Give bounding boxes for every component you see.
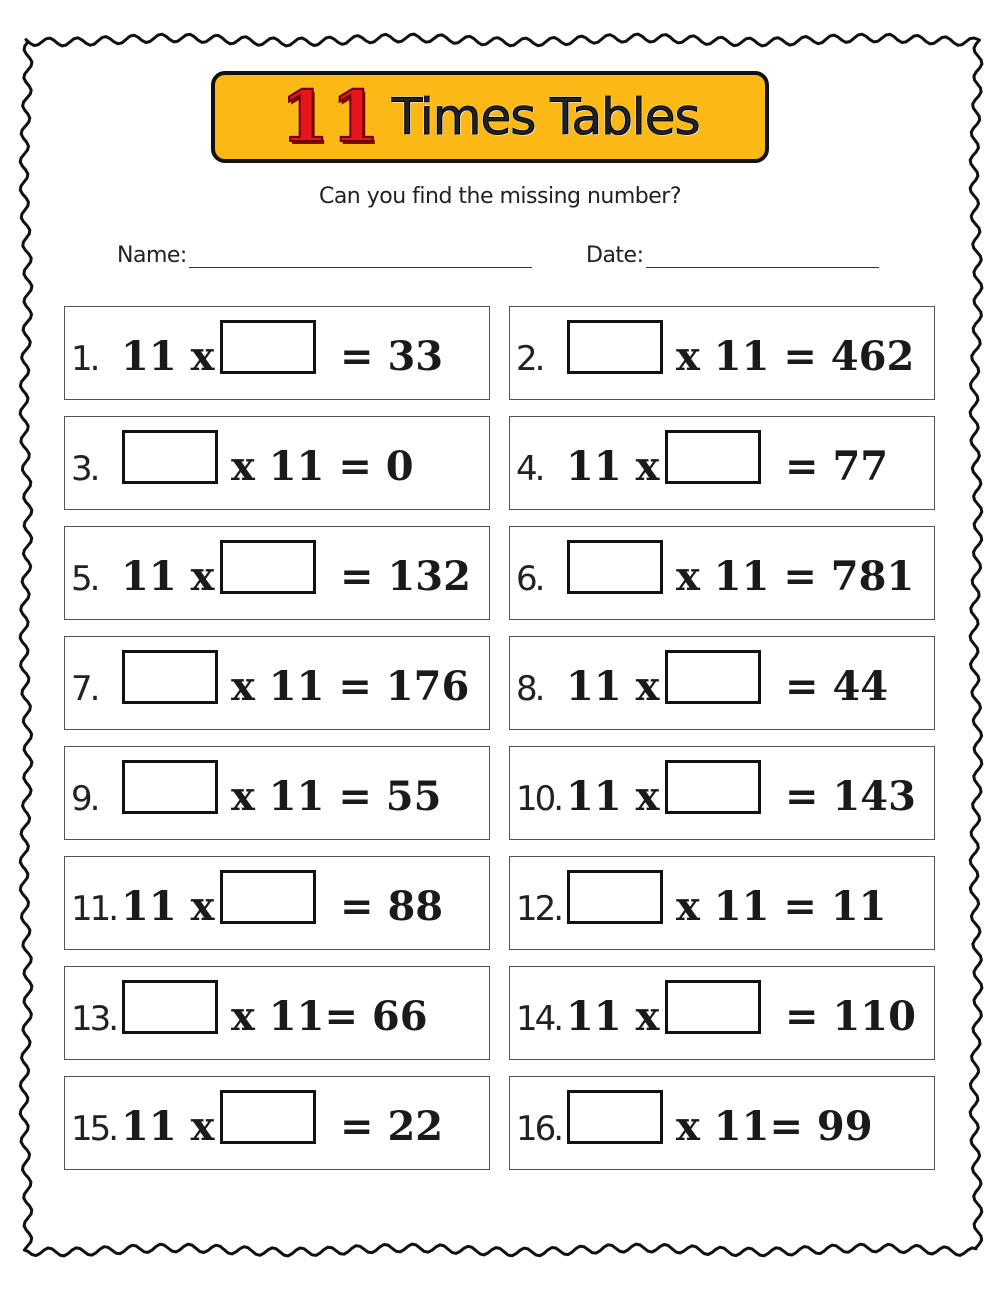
problem-number: 8.: [516, 669, 543, 709]
answer-box[interactable]: [665, 650, 761, 704]
equation-right: = 88: [340, 883, 444, 930]
problem-number: 15.: [71, 1109, 117, 1149]
equation-right: = 110: [785, 993, 916, 1040]
problem-card: [509, 746, 935, 840]
problem-card: [64, 856, 490, 950]
problem-number: 4.: [516, 449, 543, 489]
problem-card: [64, 306, 490, 400]
problem-number: 3.: [71, 449, 98, 489]
answer-box[interactable]: [665, 760, 761, 814]
problem-number: 10.: [516, 779, 562, 819]
problem-card: [509, 636, 935, 730]
answer-box[interactable]: [567, 320, 663, 374]
problem-card: [509, 306, 935, 400]
instructions: Can you find the missing number?: [318, 184, 682, 209]
equation-right: x 11 = 176: [231, 663, 470, 710]
problem-card: [64, 746, 490, 840]
equation-right: = 77: [785, 443, 889, 490]
problem-card: [64, 966, 490, 1060]
problem-number: 12.: [516, 889, 562, 929]
title-text: Times Tables: [391, 88, 700, 146]
problem-number: 5.: [71, 559, 98, 599]
answer-box[interactable]: [567, 1090, 663, 1144]
equation-right: = 143: [785, 773, 916, 820]
equation-right: x 11 = 11: [676, 883, 887, 930]
name-field[interactable]: [117, 243, 532, 268]
answer-box[interactable]: [567, 870, 663, 924]
equation-left: 11 x: [121, 1103, 215, 1150]
answer-box[interactable]: [122, 760, 218, 814]
equation-right: x 11 = 55: [231, 773, 442, 820]
answer-box[interactable]: [220, 540, 316, 594]
equation-left: 11 x: [566, 773, 660, 820]
answer-box[interactable]: [122, 650, 218, 704]
equation-right: x 11= 99: [676, 1103, 873, 1150]
equation-right: = 22: [340, 1103, 444, 1150]
name-label: Name:: [117, 243, 187, 268]
equation-right: = 44: [785, 663, 889, 710]
problem-number: 16.: [516, 1109, 562, 1149]
answer-box[interactable]: [665, 430, 761, 484]
problem-number: 7.: [71, 669, 98, 709]
problem-card: [64, 636, 490, 730]
problem-number: 2.: [516, 339, 543, 379]
problem-card: [64, 1076, 490, 1170]
equation-left: 11 x: [121, 553, 215, 600]
problem-number: 9.: [71, 779, 98, 819]
equation-right: x 11 = 781: [676, 553, 915, 600]
answer-box[interactable]: [665, 980, 761, 1034]
equation-left: 11 x: [566, 443, 660, 490]
date-line[interactable]: [646, 247, 879, 268]
problem-card: [64, 416, 490, 510]
equation-right: x 11= 66: [231, 993, 428, 1040]
equation-right: = 132: [340, 553, 471, 600]
equation-left: 11 x: [566, 663, 660, 710]
problem-card: [509, 966, 935, 1060]
equation-right: = 33: [340, 333, 444, 380]
problem-number: 13.: [71, 999, 117, 1039]
answer-box[interactable]: [122, 430, 218, 484]
problem-number: 6.: [516, 559, 543, 599]
date-label: Date:: [586, 243, 644, 268]
problem-card: [509, 416, 935, 510]
problem-card: [509, 526, 935, 620]
answer-box[interactable]: [220, 1090, 316, 1144]
equation-left: 11 x: [121, 333, 215, 380]
problem-card: [509, 856, 935, 950]
name-line[interactable]: [189, 247, 532, 268]
answer-box[interactable]: [567, 540, 663, 594]
problem-card: [509, 1076, 935, 1170]
equation-right: x 11 = 0: [231, 443, 414, 490]
problem-card: [64, 526, 490, 620]
problem-number: 11.: [71, 889, 117, 929]
answer-box[interactable]: [220, 870, 316, 924]
equation-right: x 11 = 462: [676, 333, 915, 380]
date-field[interactable]: [586, 243, 879, 268]
answer-box[interactable]: [122, 980, 218, 1034]
problem-number: 1.: [71, 339, 98, 379]
title-banner: [211, 71, 769, 163]
equation-left: 11 x: [121, 883, 215, 930]
answer-box[interactable]: [220, 320, 316, 374]
problem-number: 14.: [516, 999, 562, 1039]
equation-left: 11 x: [566, 993, 660, 1040]
title-number: 11: [280, 75, 382, 158]
